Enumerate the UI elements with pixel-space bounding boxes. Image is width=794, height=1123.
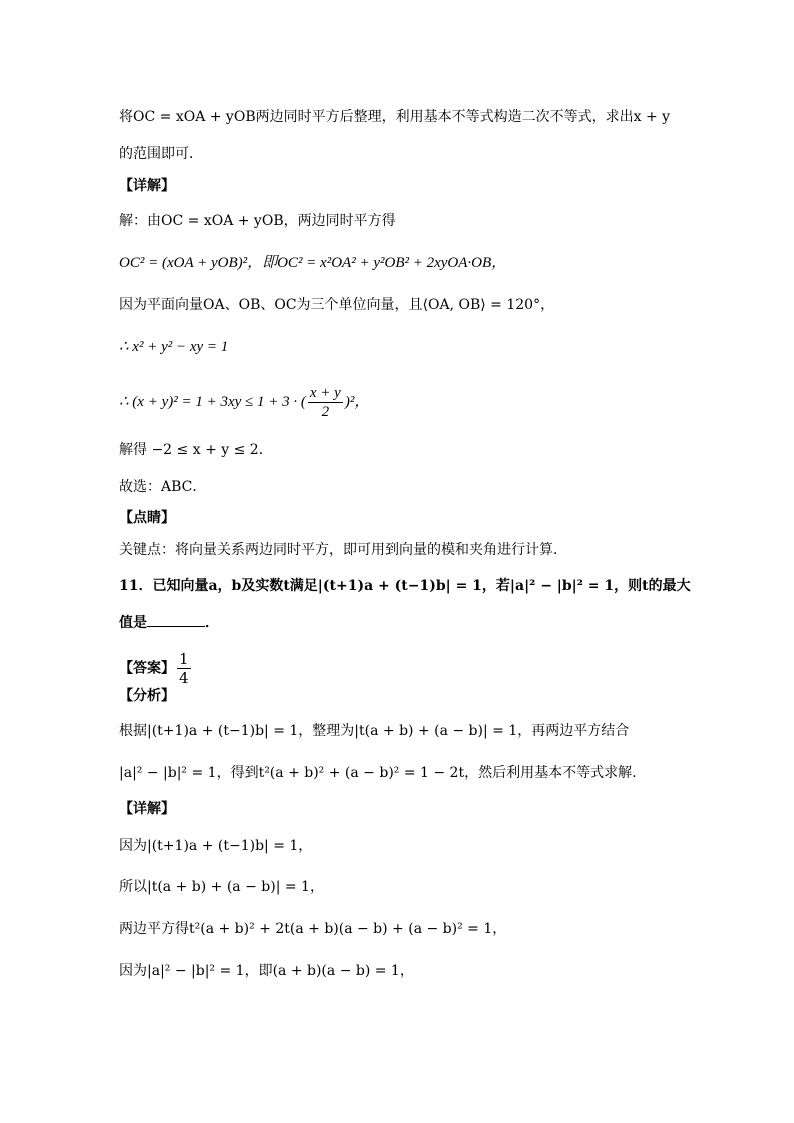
text-line: 解得 −2 ≤ x + y ≤ 2． <box>119 442 273 458</box>
equation-part: )²， <box>344 393 370 410</box>
text-line: 关键点：将向量关系两边同时平方，即可用到向量的模和夹角进行计算． <box>119 542 567 558</box>
fraction <box>308 384 343 421</box>
text-line: 两边平方得t²(a + b)² + 2t(a + b)(a − b) + (a − b)² = 1， <box>119 921 507 937</box>
text-line: 所以|t(a + b) + (a − b)| = 1， <box>119 879 324 895</box>
section-heading: 【分析】 <box>119 688 175 704</box>
fraction-denominator: 2 <box>321 404 330 420</box>
equation-line: OC² = (xOA + yOB)²，即OC² = x²OA² + y²OB² + 2xyOA·OB， <box>119 255 507 271</box>
text-line: 将OC = xOA + yOB两边同时平方后整理，利用基本不等式构造二次不等式，求出x + y <box>119 109 671 125</box>
answer-line <box>119 650 674 687</box>
text-line: 因为|a|² − |b|² = 1，即(a + b)(a − b) = 1， <box>119 963 414 979</box>
question-text: ． <box>205 615 219 631</box>
text-line: 的范围即可． <box>119 146 203 162</box>
text-line: 因为平面向量OA、OB、OC为三个单位向量，且⟨OA, OB⟩ = 120°， <box>119 297 555 313</box>
question-11-cont <box>119 612 674 633</box>
answer-blank <box>147 612 205 627</box>
section-heading: 【详解】 <box>119 801 175 817</box>
fraction-numerator: 1 <box>179 650 189 668</box>
equation-line <box>119 384 674 421</box>
text-line: 故选：ABC． <box>119 479 207 495</box>
section-heading: 【详解】 <box>119 178 175 194</box>
answer-fraction <box>177 650 191 687</box>
equation-part: ∴ (x + y)² = 1 + 3xy ≤ 1 + 3 · ( <box>119 393 306 410</box>
fraction-denominator: 4 <box>179 669 189 687</box>
text-line: |a|² − |b|² = 1，得到t²(a + b)² + (a − b)² = 1 − 2t，然后利用基本不等式求解. <box>119 765 637 781</box>
section-heading: 【点睛】 <box>119 510 175 526</box>
answer-label: 【答案】 <box>119 660 175 677</box>
text-line: 解：由OC = xOA + yOB，两边同时平方得 <box>119 213 396 229</box>
text-line: 根据|(t+1)a + (t−1)b| = 1，整理为|t(a + b) + (a − b)| = 1，再两边平方结合 <box>119 723 630 739</box>
fraction-numerator: x + y <box>309 385 341 401</box>
question-11: 11．已知向量a，b及实数t满足|(t+1)a + (t−1)b| = 1，若|a|² − |b|² = 1，则t的最大 <box>119 578 691 594</box>
text-line: 因为|(t+1)a + (t−1)b| = 1， <box>119 838 313 854</box>
question-text: 值是 <box>119 615 147 631</box>
equation-line: ∴ x² + y² − xy = 1 <box>119 339 229 355</box>
